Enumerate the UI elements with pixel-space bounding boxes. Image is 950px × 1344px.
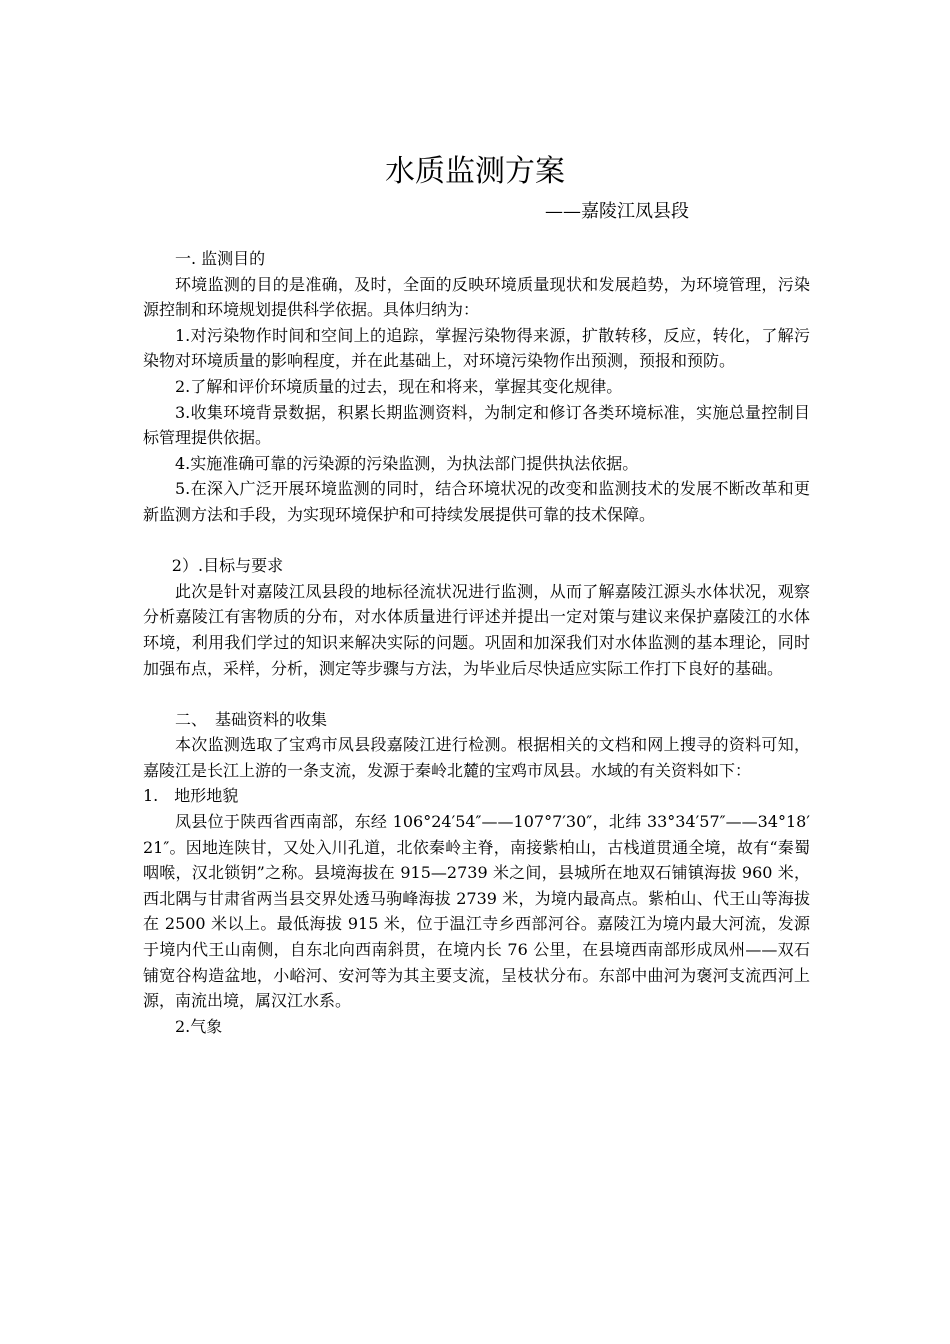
section-1-item-3: 3.收集环境背景数据，积累长期监测资料，为制定和修订各类环境标准，实施总量控制目标管理提供依据。 xyxy=(143,402,810,448)
document-subtitle: ——嘉陵江凤县段 xyxy=(545,201,689,222)
document-title: 水质监测方案 xyxy=(385,154,565,189)
document-body xyxy=(143,246,810,1039)
section-1-heading: 一. 监测目的 xyxy=(175,249,266,268)
paragraph-gap xyxy=(143,681,810,707)
subsection-1-heading: 1. 地形地貌 xyxy=(143,786,239,806)
section-1-intro: 环境监测的目的是准确，及时，全面的反映环境质量现状和发展趋势，为环境管理，污染源控制和环境规划提供科学依据。具体归纳为： xyxy=(143,274,810,320)
section-3-heading: 二、 基础资料的收集 xyxy=(175,709,328,729)
section-1-item-2: 2.了解和评价环境质量的过去，现在和将来，掌握其变化规律。 xyxy=(175,376,623,396)
section-2-text: 此次是针对嘉陵江凤县段的地标径流状况进行监测，从而了解嘉陵江源头水体状况，观察分析嘉陵江有害物质的分布，对水体质量进行评述并提出一定对策与建议来保护嘉陵江的水体环境，利用我们学过的知识来解决实际的问题。巩固和加深我们对水体监测的基本理论，同时加强布点，采样，分析，测定等步骤与方法，为毕业后尽快适应实际工作打下良好的基础。 xyxy=(143,581,810,678)
section-1-item-4: 4.实施准确可靠的污染源的污染监测，为执法部门提供执法依据。 xyxy=(175,453,639,473)
paragraph-gap xyxy=(143,528,810,554)
section-2-heading: 2）.目标与要求 xyxy=(171,556,284,576)
section-1-item-1: 1.对污染物作时间和空间上的追踪，掌握污染物得来源，扩散转移，反应，转化，了解污染物对环境质量的影响程度，并在此基础上，对环境污染物作出预测，预报和预防。 xyxy=(143,325,810,371)
section-3-intro: 本次监测选取了宝鸡市凤县段嘉陵江进行检测。根据相关的文档和网上搜寻的资料可知，嘉陵江是长江上游的一条支流，发源于秦岭北麓的宝鸡市凤县。水域的有关资料如下： xyxy=(143,735,810,780)
subsection-1-text: 凤县位于陕西省西南部，东经 106°24′54″——107°7′30″，北纬 33°34′57″——34°18′21″。因地连陕甘，又处入川孔道，北依秦岭主脊，南接紫柏山，古栈道贯通全境，故有“秦蜀咽喉，汉北锁钥”之称。县境海拔在 915—2739 米之间，县城所在地双石铺镇海拔 960 米，西北隅与甘肃省两当县交界处透马驹峰海拔 2739 米，为境内最高点。紫柏山、代王山等海拔在 2500 米以上。最低海拔 915 米，位于温江寺乡西部河谷。嘉陵江为境内最大河流，发源于境内代王山南侧，自东北向西南斜贯，在境内长 76 公里，在县境西南部形成凤州——双石铺宽谷构造盆地，小峪河、安河等为其主要支流，呈枝状分布。东部中曲河为褒河支流西河上源，南流出境，属汉江水系。 xyxy=(143,812,810,1011)
section-1-item-5: 5.在深入广泛开展环境监测的同时，结合环境状况的改变和监测技术的发展不断改革和更新监测方法和手段，为实现环境保护和可持续发展提供可靠的技术保障。 xyxy=(143,479,810,524)
subsection-2-heading: 2.气象 xyxy=(175,1016,223,1036)
